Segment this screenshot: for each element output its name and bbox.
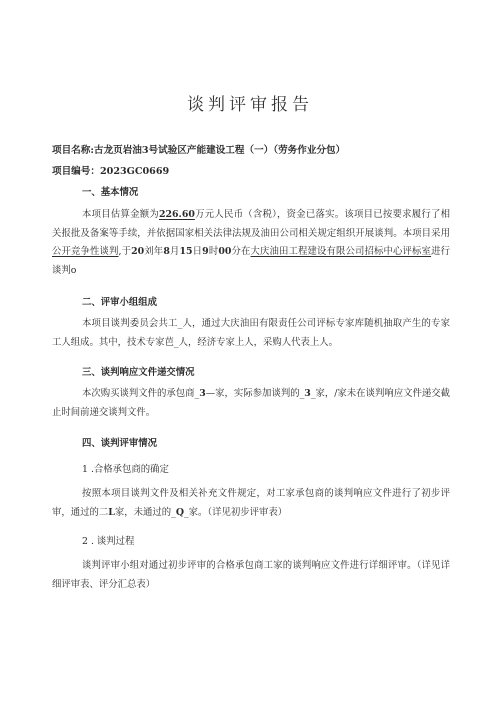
subsection-1-heading: 1 .合格承包商的确定 <box>82 464 169 475</box>
passed-count: L <box>108 506 115 518</box>
project-name: 项目名称:古龙页岩油3号试验区产能建设工程（一）（劳务作业分包） <box>52 145 346 156</box>
failed-count: Q <box>175 506 184 518</box>
procurement-method: 公开竞争性谈判 <box>52 246 119 257</box>
minute-value: 00 <box>218 246 232 257</box>
text-run: 家，未通过的_ <box>114 506 176 518</box>
project-number: 项目编号：2023GC0669 <box>52 166 170 177</box>
text-run: 分在 <box>231 246 251 257</box>
hour-value: 9 <box>202 246 209 257</box>
subsection-2-paragraph: 谈判评审小组对通过初步评审的合格承包商工家的谈判响应文件进行详细评审。（详见详细评审表、评分汇总表） <box>52 560 450 590</box>
subsection-1-paragraph <box>52 485 450 522</box>
month-value: 8 <box>163 246 170 257</box>
section-1-paragraph <box>52 206 450 280</box>
section-3-heading: 三、谈判响应文件递交情况 <box>82 367 195 378</box>
text-run: 按照本项目谈判文件及相关补充文件规定，对工家承包商的谈判响应文件进行了初步评审，通过的二 <box>52 488 450 518</box>
venue: 大庆油田工程建设有限公司招标中心评标室 <box>250 246 432 257</box>
text-run: _家。（详见初步评审表） <box>183 506 288 518</box>
year-value: 20 <box>131 246 145 257</box>
text-run: 本次购买谈判文件的承包商_ <box>82 388 200 399</box>
day-value: 15 <box>179 246 193 257</box>
page-title: 谈判评审报告 <box>187 95 313 115</box>
purchased-count: 3 <box>199 388 206 399</box>
text-run: 日 <box>192 246 203 257</box>
text-run: 月 <box>169 246 180 257</box>
section-2-paragraph: 本项目谈判委员会共工_人，通过大庆油田有限责任公司评标专家库随机抽取产生的专家工人组成。其中，技术专家芭_人，经济专家上人，采购人代表上人。 <box>52 318 450 348</box>
amount-value: 226.60 <box>158 209 195 220</box>
text-run: 时 <box>208 246 219 257</box>
section-1-heading: 一、基本情况 <box>82 187 139 198</box>
text-run: —家，实际参加谈判的_ <box>205 388 305 399</box>
section-4-heading: 四、谈判评审情况 <box>82 438 158 449</box>
text-run: 本项目估算金额为 <box>82 209 159 220</box>
section-2-heading: 二、评审小组组成 <box>82 297 158 308</box>
text-run: ,于 <box>118 246 132 257</box>
text-run: 刘年 <box>144 246 164 257</box>
text-run: 万元人民币（含税），资金已落实。该项目已按要求履行了相关报批及备案等手续，并依据国家相关法律法规及油田公司相关规定组织开展谈判。本项目采用 <box>52 209 450 239</box>
subsection-2-heading: 2 . 谈判过程 <box>82 536 135 547</box>
text-run: _家，/家未在谈判响应文件递交截止时间前递交谈判文件。 <box>52 388 450 418</box>
section-3-paragraph <box>52 385 450 422</box>
participant-count: 3 <box>304 388 311 399</box>
text-run: 进行谈判o <box>52 246 450 276</box>
